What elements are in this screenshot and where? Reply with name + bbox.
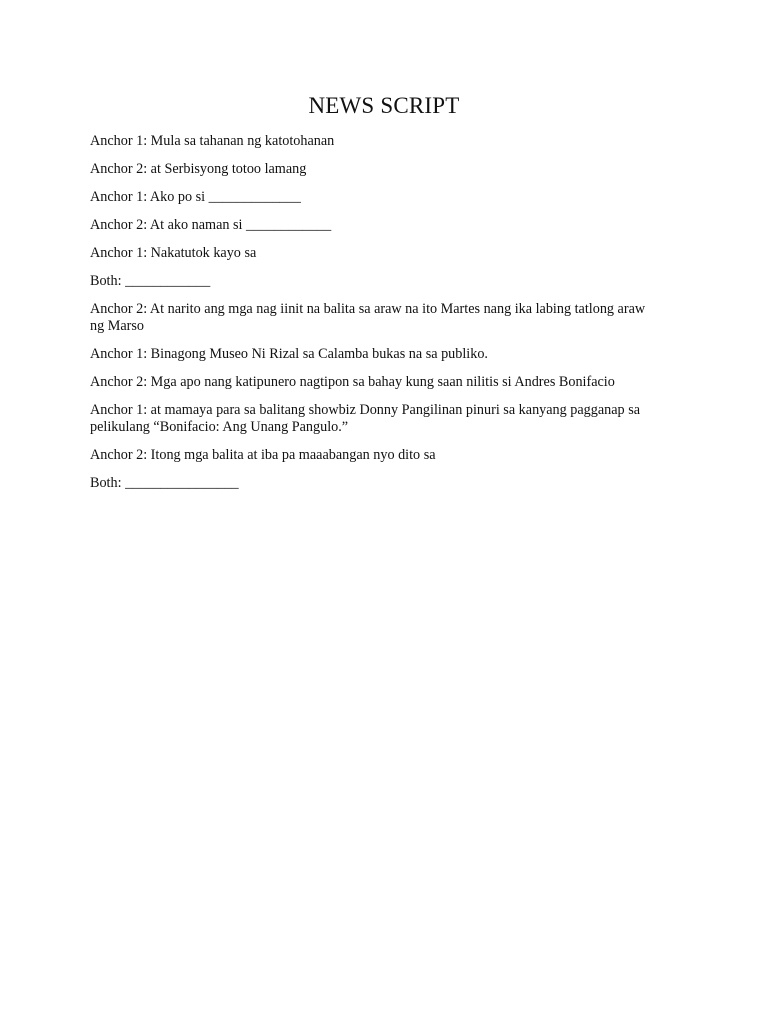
script-line-2: Anchor 2: at Serbisyong totoo lamang — [90, 161, 307, 177]
script-lines — [90, 133, 660, 492]
script-line-9: Anchor 2: Mga apo nang katipunero nagtipon sa bahay kung saan nilitis si Andres Bonifacio — [90, 374, 615, 390]
document-title: NEWS SCRIPT — [308, 93, 460, 118]
script-line-10: Anchor 1: at mamaya para sa balitang showbiz Donny Pangilinan pinuri sa kanyang pagganap sa pelikulang “Bonifacio: Ang Unang Pangulo.” — [90, 402, 644, 435]
script-line-4: Anchor 2: At ako naman si ____________ — [90, 217, 332, 233]
script-line-5: Anchor 1: Nakatutok kayo sa — [90, 245, 257, 261]
script-line-1: Anchor 1: Mula sa tahanan ng katotohanan — [90, 133, 335, 149]
script-line-7: Anchor 2: At narito ang mga nag iinit na balita sa araw na ito Martes nang ika labing tatlong araw ng Marso — [90, 301, 649, 334]
script-line-8: Anchor 1: Binagong Museo Ni Rizal sa Calamba bukas na sa publiko. — [90, 346, 488, 362]
script-line-12: Both: ________________ — [90, 475, 239, 491]
script-line-6: Both: ____________ — [90, 273, 211, 289]
script-line-11: Anchor 2: Itong mga balita at iba pa maaabangan nyo dito sa — [90, 447, 436, 463]
script-line-3: Anchor 1: Ako po si _____________ — [90, 189, 301, 205]
